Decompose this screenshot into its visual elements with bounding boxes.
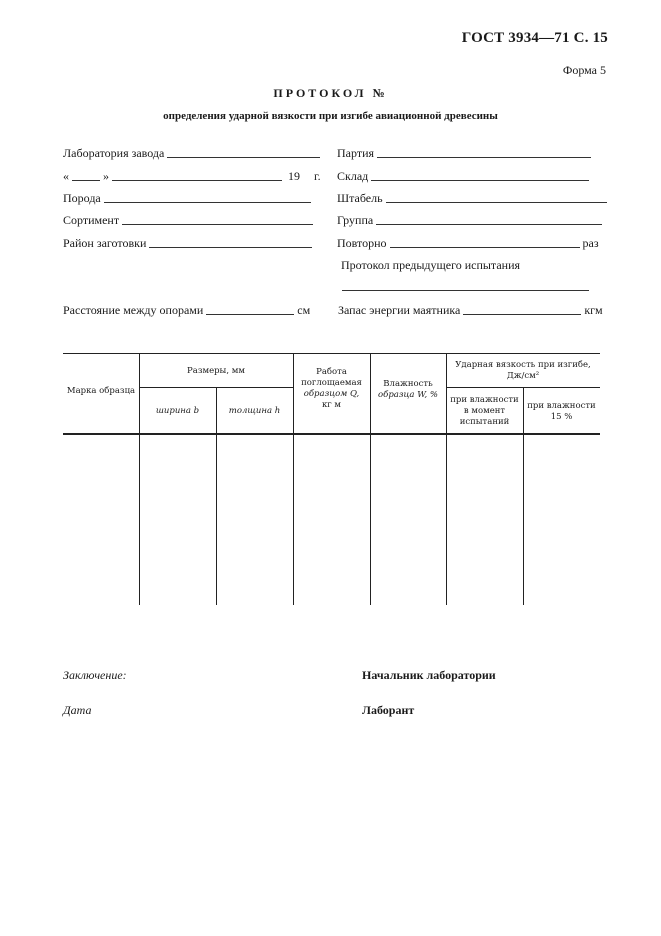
field-party (337, 146, 594, 161)
col-divider-5 (446, 353, 447, 605)
field-species (63, 191, 314, 206)
header-at-test-line3: испытаний (459, 417, 510, 428)
header-at15-line2: 15 % (550, 412, 573, 423)
party-input-line[interactable] (377, 157, 591, 158)
species-input-line[interactable] (104, 202, 311, 203)
header-work-line4: кг м (321, 400, 342, 411)
party-label: Партия (337, 146, 375, 160)
field-warehouse (337, 169, 592, 184)
header-at-test-moisture (446, 395, 523, 428)
repeat-unit: раз (582, 236, 599, 250)
group-label: Группа (337, 213, 374, 227)
field-lab (63, 146, 323, 161)
head-of-lab-label: Начальник лаборатории (362, 668, 496, 682)
warehouse-label: Склад (337, 169, 369, 183)
energy-input-line[interactable] (463, 314, 581, 315)
date-month-line[interactable] (112, 180, 282, 181)
header-thickness: толщина h (228, 406, 281, 416)
distance-input-line[interactable] (206, 314, 294, 315)
stack-input-line[interactable] (386, 202, 607, 203)
region-input-line[interactable] (149, 247, 312, 248)
header-work-line3: образцом Q, (303, 389, 360, 400)
header-sizes: Размеры, мм (187, 366, 245, 376)
field-stack (337, 191, 610, 206)
header-width: ширина b (155, 406, 200, 416)
field-assortment (63, 213, 316, 228)
assortment-input-line[interactable] (122, 224, 313, 225)
date-year-prefix: 19 (288, 169, 300, 183)
prev-protocol-label: Протокол предыдущего испытания (341, 258, 521, 272)
distance-label: Расстояние между опорами (63, 303, 204, 317)
results-table (63, 353, 600, 605)
header-bottom-rule (63, 433, 600, 435)
field-region (63, 236, 315, 251)
date-close-quote: » (103, 169, 109, 183)
lab-input-line[interactable] (167, 157, 320, 158)
group-input-line[interactable] (376, 224, 602, 225)
header-impact (446, 360, 600, 382)
assortment-label: Сортимент (63, 213, 120, 227)
header-at-15-moisture (523, 401, 600, 423)
field-distance (63, 303, 310, 318)
table-top-rule (63, 353, 600, 354)
prev-protocol-input-line[interactable] (342, 290, 589, 291)
date-label: Дата (63, 703, 92, 717)
document-reference: ГОСТ 3934—71 С. 15 (461, 30, 608, 46)
form-number: Форма 5 (562, 63, 606, 77)
header-impact-line2: Дж/см² (506, 371, 540, 382)
field-date (63, 169, 321, 184)
date-year-suffix: г. (314, 169, 321, 183)
species-label: Порода (63, 191, 101, 205)
protocol-title: ПРОТОКОЛ № (273, 86, 388, 100)
col-divider-1 (139, 353, 140, 605)
stack-label: Штабель (337, 191, 383, 205)
date-open-quote: « (63, 169, 69, 183)
warehouse-input-line[interactable] (371, 180, 589, 181)
lab-label: Лаборатория завода (63, 146, 165, 160)
lab-assistant-label: Лаборант (362, 703, 415, 717)
field-group (337, 213, 605, 228)
header-moisture-line1: Влажность (383, 379, 433, 389)
field-repeat (337, 236, 599, 251)
conclusion-label: Заключение: (63, 668, 127, 682)
repeat-input-line[interactable] (390, 247, 580, 248)
distance-unit: см (297, 303, 311, 317)
header-at-test-line2: в момент (463, 406, 506, 417)
date-day-line[interactable] (72, 180, 100, 181)
field-energy (338, 303, 603, 318)
header-sample-mark: Марка образца (66, 386, 136, 396)
header-work (293, 367, 370, 411)
col-divider-2 (216, 388, 217, 605)
header-at-test-line1: при влажности (450, 395, 519, 405)
header-moisture-line2: образца W, % (378, 390, 438, 401)
header-moisture (370, 379, 446, 401)
header-work-line1: Работа (316, 367, 347, 377)
repeat-label: Повторно (337, 236, 387, 250)
energy-unit: кгм (584, 303, 603, 317)
region-label: Район заготовки (63, 236, 147, 250)
header-impact-line1: Ударная вязкость при изгибе, (455, 360, 591, 370)
field-prev-protocol (341, 258, 520, 273)
protocol-subtitle: определения ударной вязкости при изгибе авиационной древесины (163, 110, 498, 122)
energy-label: Запас энергии маятника (338, 303, 461, 317)
header-work-line2: поглощаемая (301, 378, 362, 389)
header-at15-line1: при влажности (527, 401, 596, 411)
